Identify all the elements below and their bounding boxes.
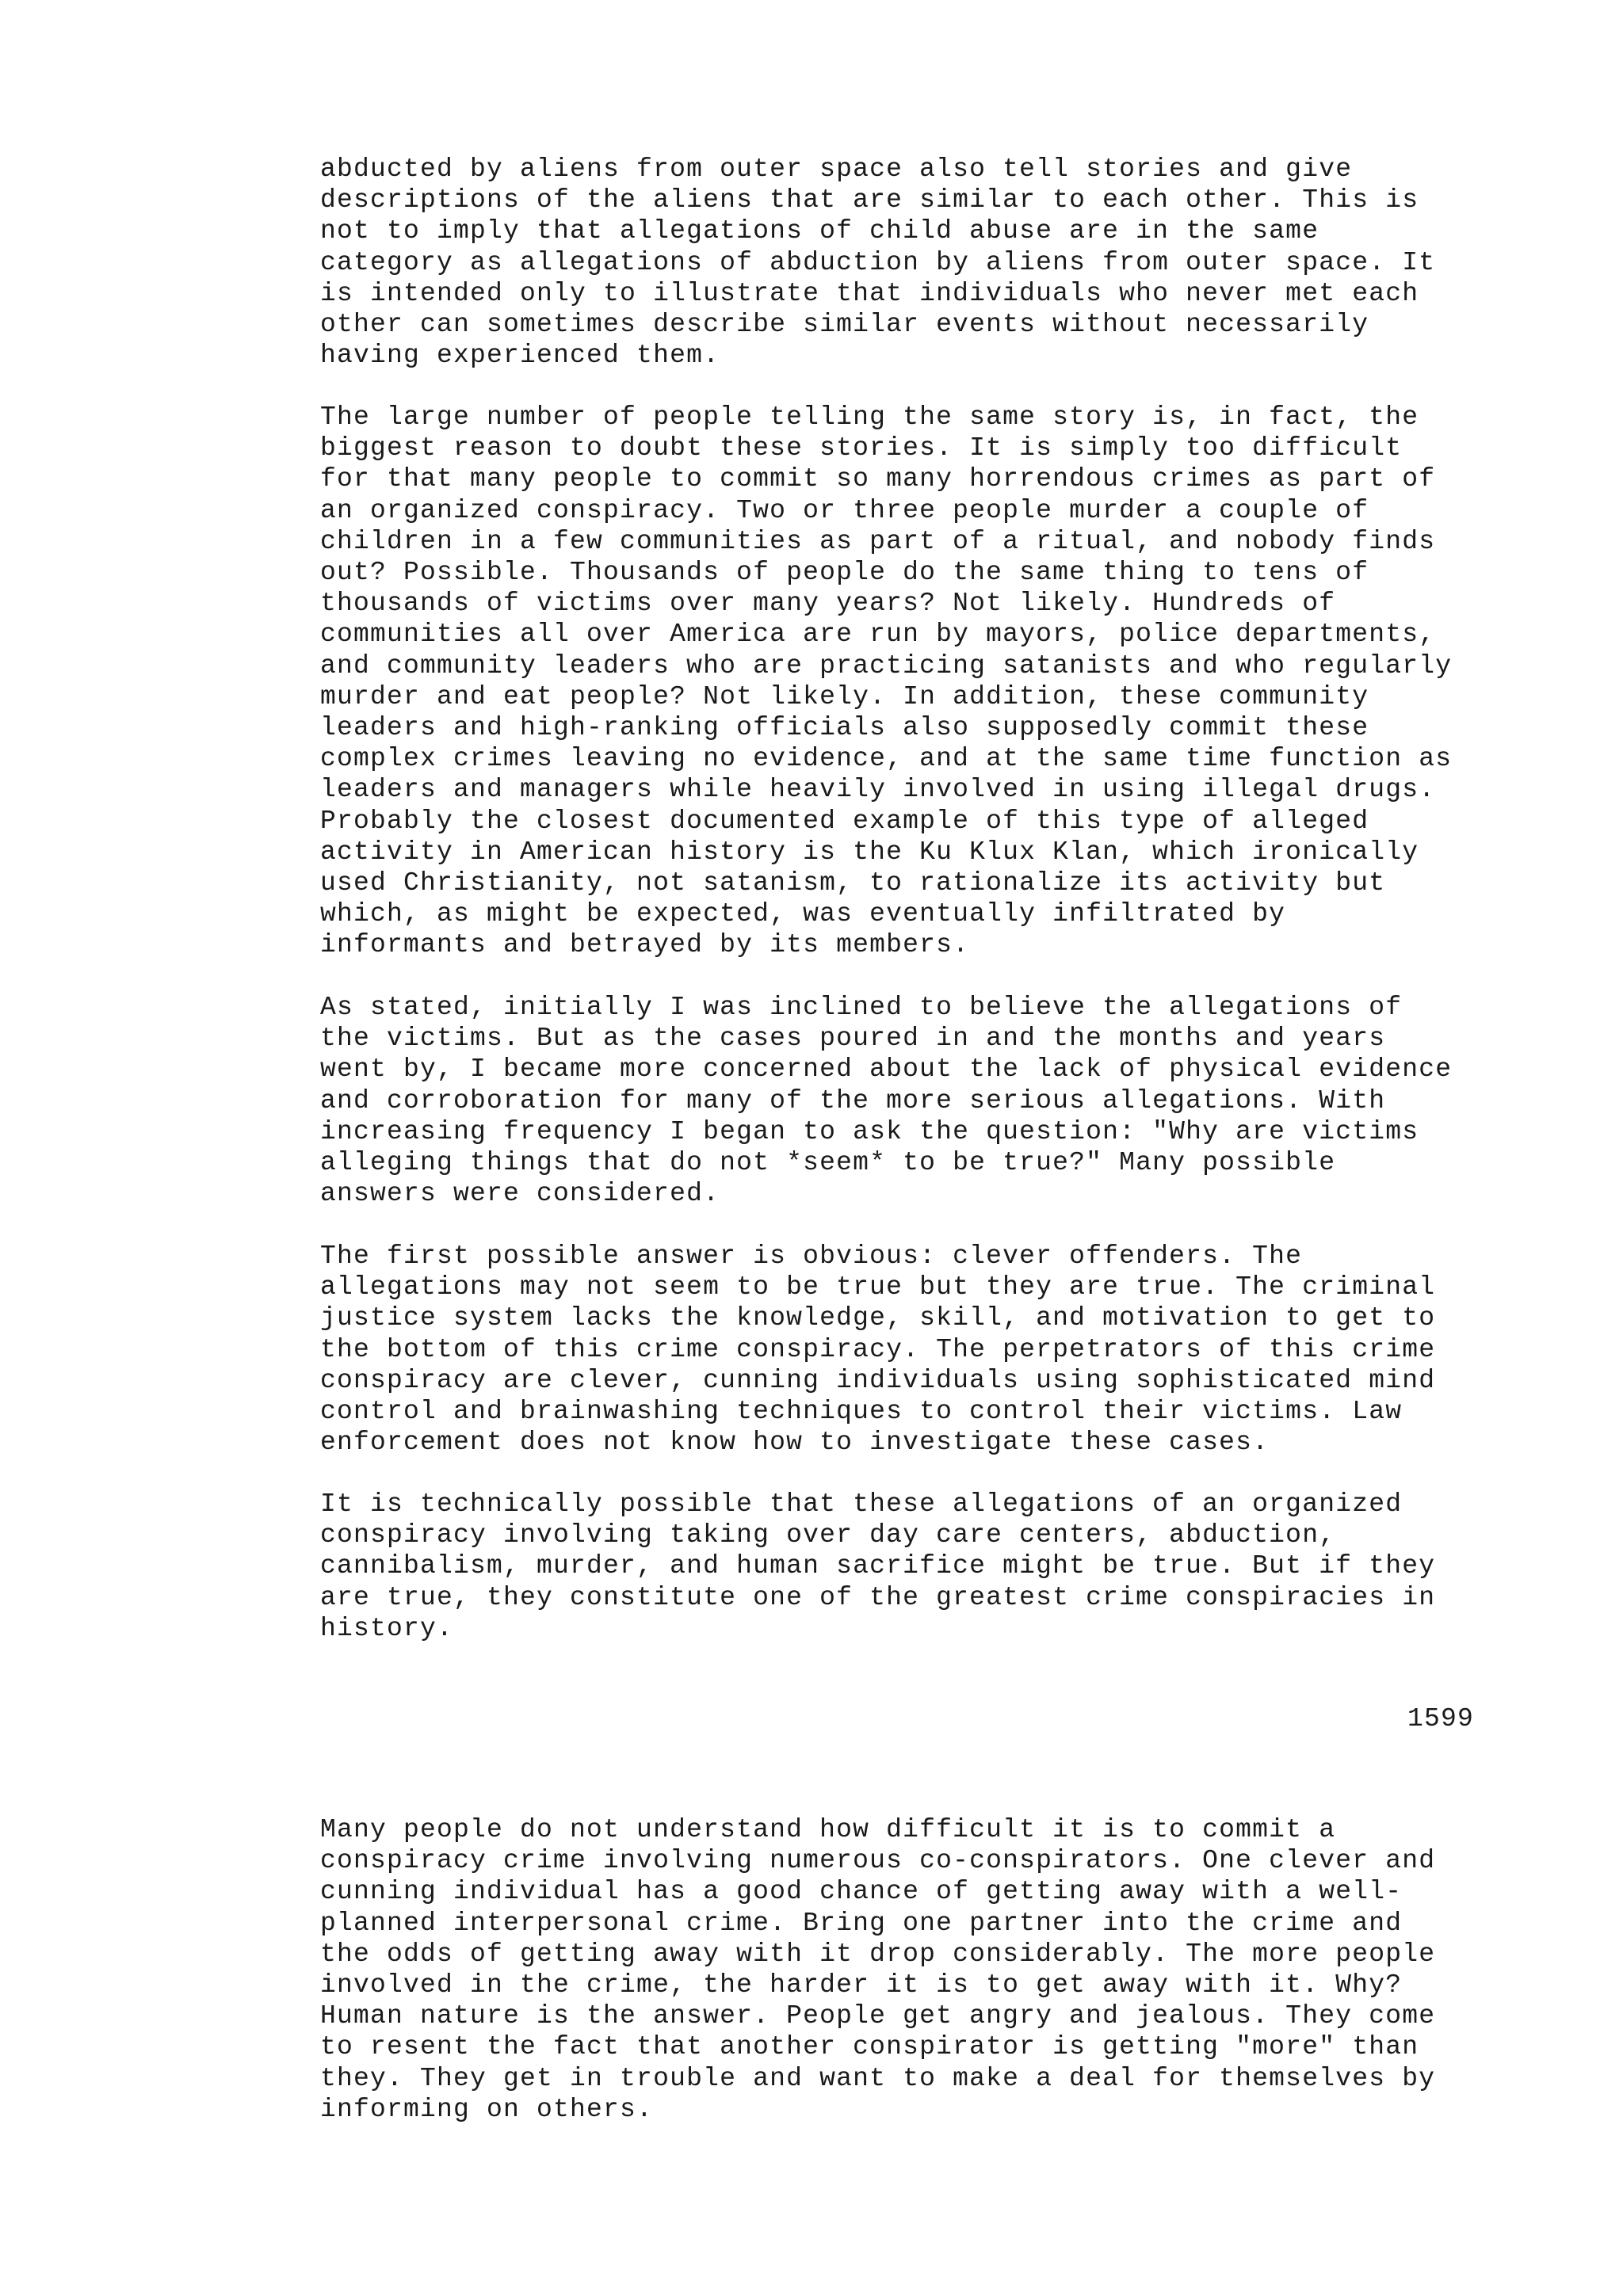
paragraph-conspiracy-difficulty: Many people do not understand how difficult it is to commit a conspiracy crime involving numerous co-conspirators. One clever and cunning individual has a good chance of getting away with a well- planned interpersonal crime. Bring one partner into the crime and the odds of getting away with it drop considerably. The more people involved in the crime, the harder it is to get away with it. Why? Human nature is the answer. People get angry and jealous. They come to resent the fact that another conspirator is getting "more" than they. They get in trouble and want to make a deal for themselves by informing on others. (320, 1815, 1436, 2124)
paragraph-clever-offenders: The first possible answer is obvious: clever offenders. The allegations may not seem to be true but they are true. The criminal justice system lacks the knowledge, skill, and motivation to get to the bottom of this crime conspiracy. The perpetrators of this crime conspiracy are clever, cunning individuals using sophisticated mind control and brainwashing techniques to control their victims. Law enforcement does not know how to investigate these cases. (320, 1241, 1436, 1458)
paragraph-alien-abduction-comparison: abducted by aliens from outer space also tell stories and give descriptions of the aliens that are similar to each other. This is not to imply that allegations of child abuse are in the same category as allegations of abduction by aliens from outer space. It is intended only to illustrate that individuals who never met each other can sometimes describe similar events without necessarily having experienced them. (320, 154, 1436, 371)
paragraph-initially-inclined-to-believe: As stated, initially I was inclined to believe the allegations of the victims. But as the cases poured in and the months and years went by, I became more concerned about the lack of physical evidence and corroboration for many of the more serious allegations. With increasing frequency I began to ask the question: "Why are victims alleging things that do not *seem* to be true?" Many possible answers were considered. (320, 993, 1453, 1209)
page-number: 1599 (1407, 1704, 1474, 1733)
paragraph-large-number-of-people: The large number of people telling the same story is, in fact, the biggest reason to doubt these stories. It is simply too difficult for that many people to commit so many horrendous crimes as part of an organized conspiracy. Two or three people murder a couple of children in a few communities as part of a ritual, and nobody finds out? Possible. Thousands of people do the same thing to tens of thousands of victims over many years? Not likely. Hundreds of communities all over America are run by mayors, police departments, and community leaders who are practicing satanists and who regularly murder and eat people? Not likely. In addition, these community leaders and high-ranking officials also supposedly commit these complex crimes leaving no evidence, and at the same time function as leaders and managers while heavily involved in using illegal drugs. Probably the closest documented example of this type of alleged activity in American history is the Ku Klux Klan, which ironically used Christianity, not satanism, to rationalize its activity but which, as might be expected, was eventually infiltrated by informants and betrayed by its members. (320, 402, 1453, 960)
paragraph-technically-possible: It is technically possible that these allegations of an organized conspiracy involving taking over day care centers, abduction, cannibalism, murder, and human sacrifice might be true. But if they are true, they constitute one of the greatest crime conspiracies in history. (320, 1489, 1436, 1643)
